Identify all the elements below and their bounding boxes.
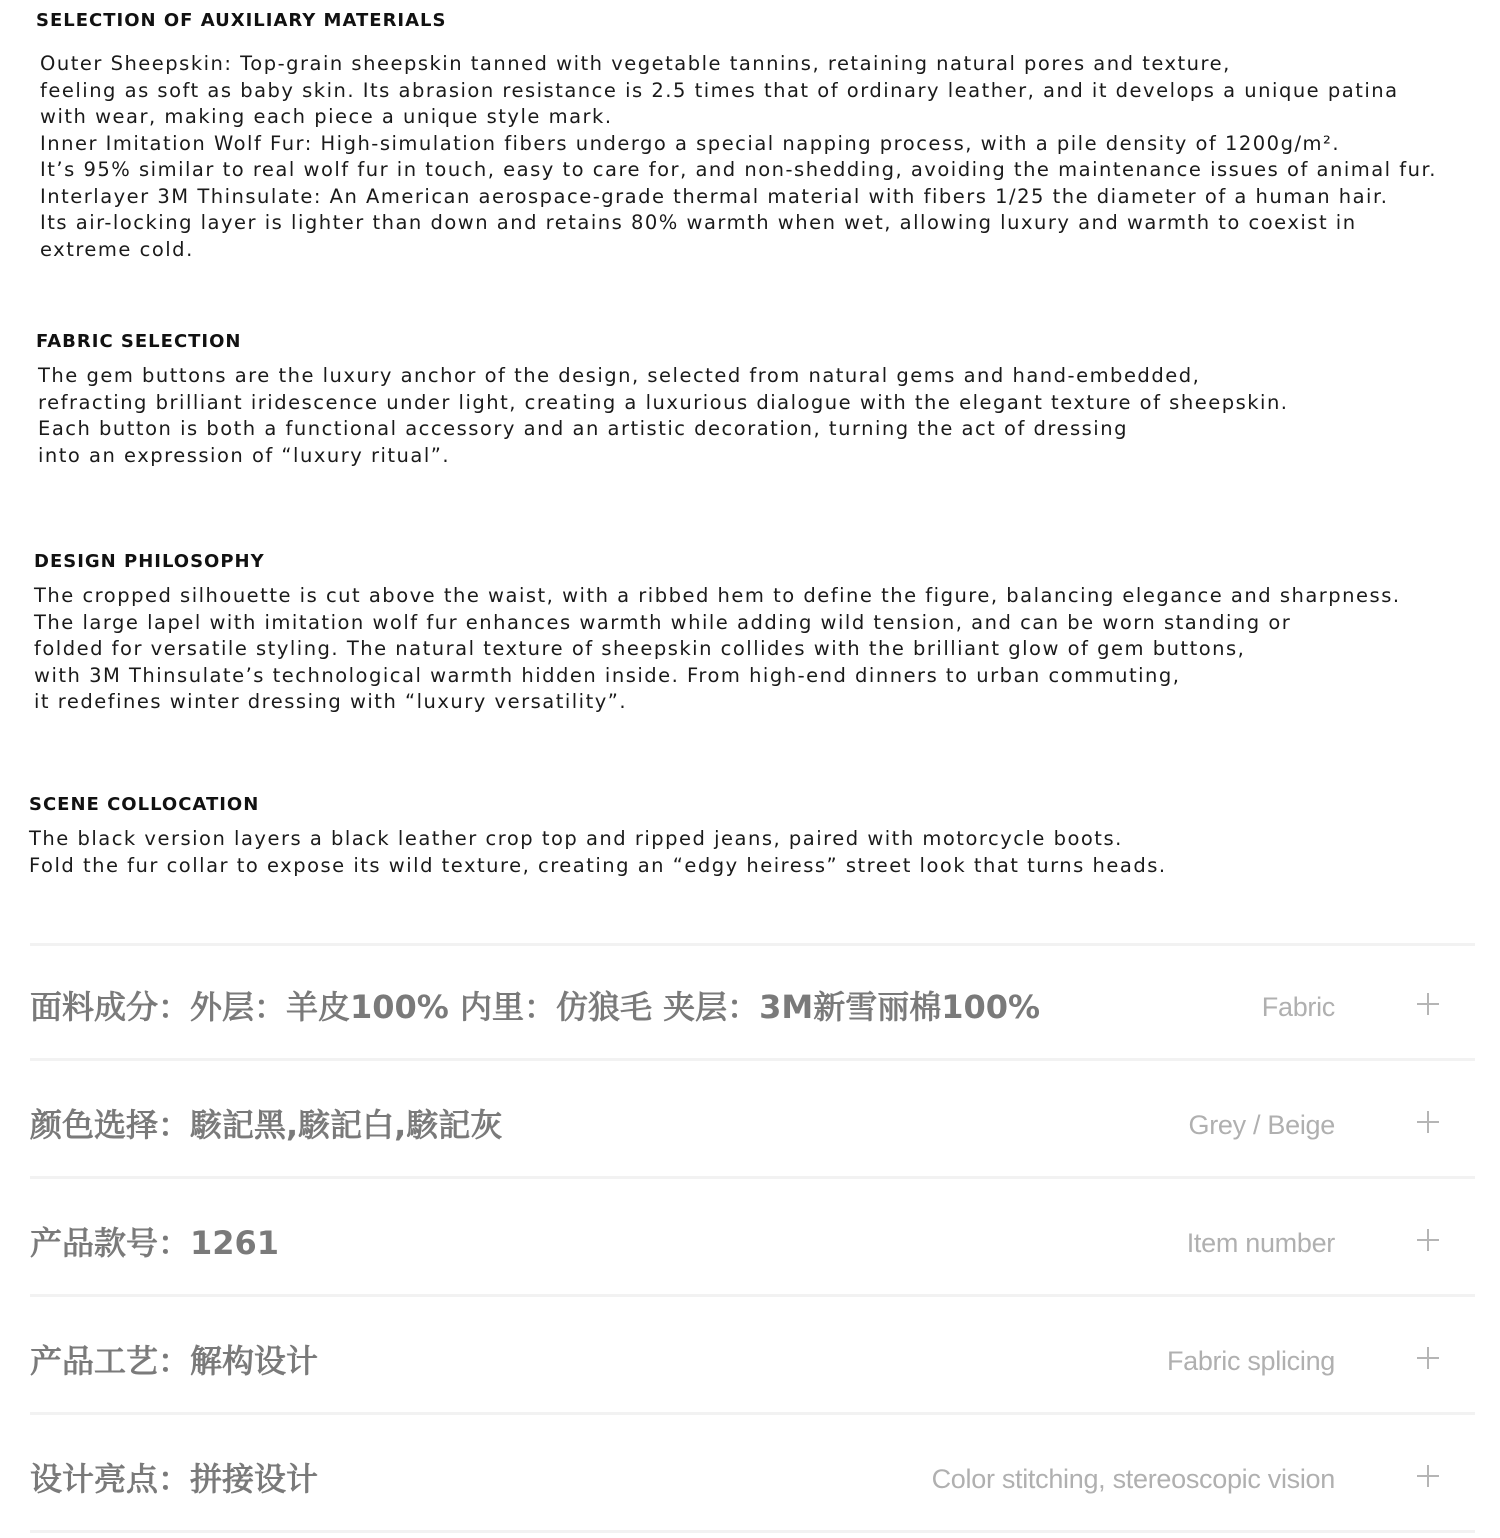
spec-english-label: Fabric	[1261, 992, 1335, 1022]
text-line: Its air-locking layer is lighter than down and retains 80% warmth when wet, allowing luxury and warmth to coexist in	[40, 211, 1357, 234]
text-line: Outer Sheepskin: Top-grain sheepskin tanned with vegetable tannins, retaining natural pores and texture,	[40, 52, 1231, 75]
section-title: SCENE COLLOCATION	[29, 794, 260, 815]
plus-icon[interactable]	[1417, 1111, 1439, 1133]
text-line: with 3M Thinsulate’s technological warmth hidden inside. From high-end dinners to urban commuting,	[34, 663, 1181, 687]
spec-label: 产品工艺：解构设计	[30, 1342, 319, 1380]
spec-english-label: Item number	[1186, 1228, 1335, 1258]
spec-label: 颜色选择：駭記黑,駭記白,駭記灰	[30, 1106, 503, 1144]
text-line: Interlayer 3M Thinsulate: An American aerospace-grade thermal material with fibers 1/25 the diameter of a human hair.	[40, 184, 1389, 208]
text-line: Inner Imitation Wolf Fur: High-simulation fibers undergo a special napping process, with a pile density of 1200g/m².	[40, 131, 1341, 155]
section-scene-collocation	[29, 794, 1167, 879]
text-line: The black version layers a black leather crop top and ripped jeans, paired with motorcycle boots.	[29, 827, 1123, 850]
text-line: refracting brilliant iridescence under light, creating a luxurious dialogue with the elegant texture of sheepskin.	[38, 390, 1289, 414]
plus-icon[interactable]	[1417, 1347, 1439, 1369]
text-line: with wear, making each piece a unique style mark.	[40, 105, 613, 128]
text-line: extreme cold.	[40, 237, 194, 261]
spec-row-color[interactable]	[0, 1061, 1500, 1179]
section-title: DESIGN PHILOSOPHY	[34, 551, 265, 572]
text-line: It’s 95% similar to real wolf fur in touch, easy to care for, and non-shedding, avoiding the maintenance issues of animal fur.	[40, 158, 1437, 181]
section-auxiliary-materials	[36, 10, 1437, 263]
text-line: folded for versatile styling. The natural texture of sheepskin collides with the brilliant glow of gem buttons,	[34, 637, 1246, 660]
section-title: FABRIC SELECTION	[36, 331, 242, 352]
spec-english-label: Grey / Beige	[1188, 1110, 1335, 1140]
plus-icon[interactable]	[1417, 993, 1439, 1015]
spec-label: 产品款号：1261	[30, 1224, 280, 1262]
section-fabric-selection	[36, 331, 1289, 469]
spec-row-highlight[interactable]	[0, 1415, 1500, 1533]
plus-icon[interactable]	[1417, 1229, 1439, 1251]
spec-label: 面料成分：外层：羊皮100% 内里：仿狼毛 夹层：3M新雪丽棉100%	[30, 988, 1041, 1026]
text-line: Each button is both a functional accessory and an artistic decoration, turning the act of dressing	[38, 417, 1128, 440]
text-line: into an expression of “luxury ritual”.	[38, 443, 451, 467]
text-line: The large lapel with imitation wolf fur enhances warmth while adding wild tension, and can be worn standing or	[34, 610, 1292, 634]
section-body	[38, 363, 1289, 469]
section-design-philosophy	[34, 551, 1401, 716]
spec-row-item-number[interactable]	[0, 1179, 1500, 1297]
text-line: The gem buttons are the luxury anchor of the design, selected from natural gems and hand-embedded,	[38, 364, 1201, 387]
spec-label: 设计亮点：拼接设计	[30, 1460, 319, 1498]
spec-row-craft[interactable]	[0, 1297, 1500, 1415]
spec-table	[0, 943, 1500, 1533]
plus-icon[interactable]	[1417, 1465, 1439, 1487]
section-body	[29, 826, 1167, 879]
spec-row-fabric[interactable]	[0, 943, 1500, 1061]
section-body	[34, 583, 1401, 716]
spec-english-label: Fabric splicing	[1166, 1346, 1335, 1376]
section-body	[40, 51, 1437, 263]
section-title: SELECTION OF AUXILIARY MATERIALS	[36, 10, 447, 31]
text-line: feeling as soft as baby skin. Its abrasion resistance is 2.5 times that of ordinary leather, and it develops a unique patina	[40, 78, 1399, 102]
text-line: it redefines winter dressing with “luxury versatility”.	[34, 690, 628, 713]
text-line: The cropped silhouette is cut above the waist, with a ribbed hem to define the figure, balancing elegance and sharpness.	[34, 584, 1401, 607]
text-line: Fold the fur collar to expose its wild texture, creating an “edgy heiress” street look that turns heads.	[29, 853, 1167, 877]
spec-english-label: Color stitching, stereoscopic vision	[931, 1464, 1335, 1494]
